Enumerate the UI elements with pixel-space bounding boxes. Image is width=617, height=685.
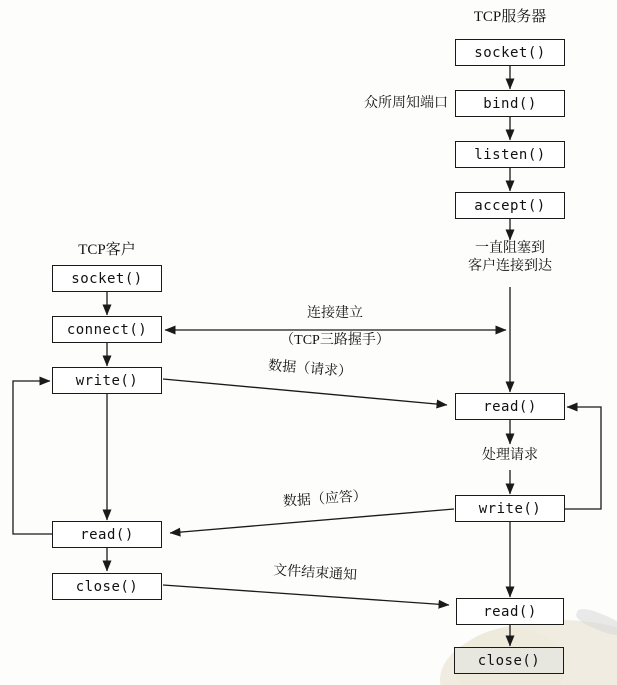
server-close-box: close(): [454, 647, 564, 674]
client-read-box: read(): [52, 521, 162, 548]
loop-client-read-to-write: [13, 381, 52, 534]
server-read-eof-box: read(): [456, 598, 564, 625]
client-close-box: close(): [52, 573, 162, 600]
arrow-data-request: [163, 379, 447, 405]
server-bind-box: bind(): [455, 90, 565, 117]
client-socket-box: socket(): [52, 265, 162, 292]
well-known-port-label: 众所周知端口: [364, 96, 448, 111]
client-connect-box: connect(): [52, 316, 162, 343]
loop-server-write-to-read: [565, 407, 601, 509]
arrow-data-reply: [170, 509, 454, 533]
connection-established-label-line1: 连接建立: [307, 306, 363, 321]
server-write-box: write(): [455, 495, 565, 522]
server-read-request-box: read(): [455, 393, 565, 420]
server-title: TCP服务器: [473, 9, 547, 25]
server-socket-box: socket(): [455, 39, 565, 66]
process-request-label: 处理请求: [482, 448, 538, 463]
connection-established-label-line2: （TCP三路握手）: [280, 333, 390, 348]
block-until-label-line2: 客户连接到达: [468, 259, 552, 274]
data-request-label: 数据（请求）: [267, 358, 353, 381]
arrow-eof-notice: [163, 585, 449, 605]
data-reply-label: 数据（应答）: [282, 489, 368, 510]
client-title: TCP客户: [78, 242, 136, 258]
block-until-label-line1: 一直阻塞到: [475, 241, 545, 256]
eof-notice-label: 文件结束通知: [272, 563, 358, 584]
server-accept-box: accept(): [455, 192, 565, 219]
client-write-box: write(): [52, 367, 162, 394]
server-listen-box: listen(): [455, 141, 565, 168]
